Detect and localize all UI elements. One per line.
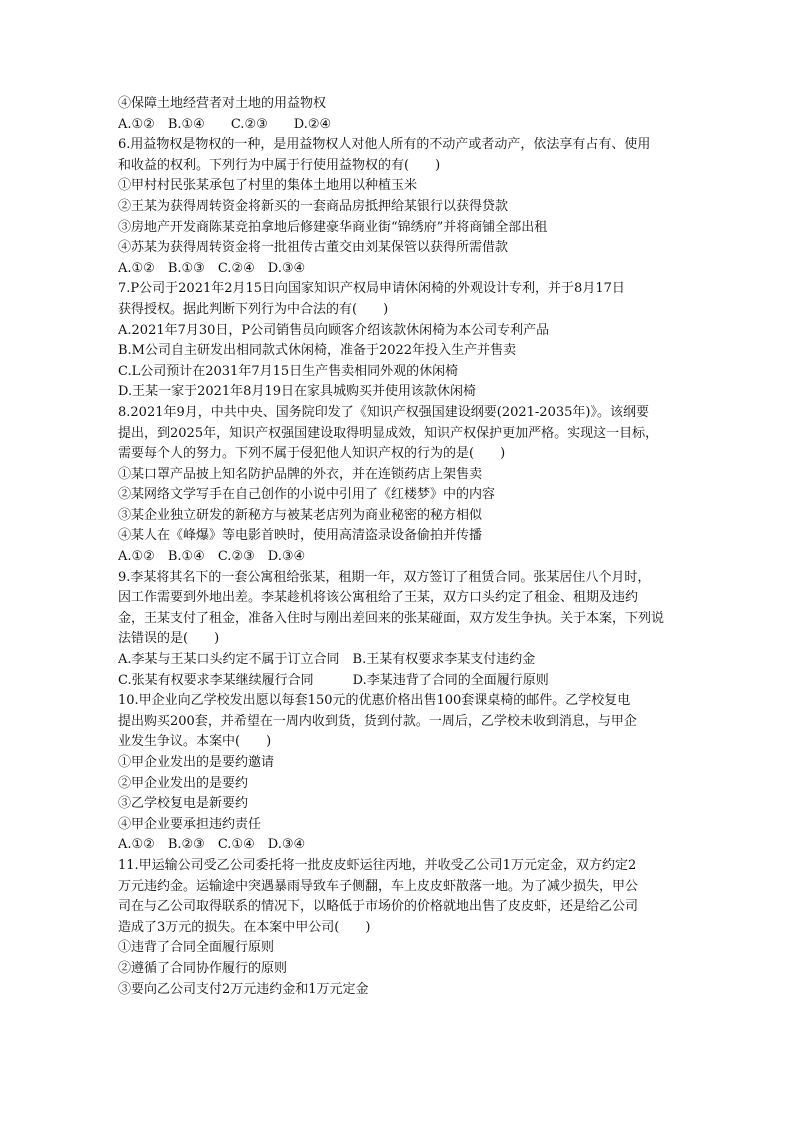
question-9-stem: 9.李某将其名下的一套公寓租给张某，租期一年，双方签订了租赁合同。张某居住八个月时， (118, 569, 651, 585)
question-7-stem: 7.P公司于2021年2月15日向国家知识产权局申请休闲椅的外观设计专利，并于8月17日 (118, 281, 625, 297)
question-11-stem: 11.甲运输公司受乙公司委托将一批皮皮虾运往丙地，并收受乙公司1万元定金，双方约定2 (118, 857, 637, 873)
option-d: D.王某一家于2021年8月19日在家具城购买并使用该款休闲椅 (118, 384, 476, 400)
question-6-stem: 6.用益物权是物权的一种，是用益物权人对他人所有的不动产或者动产，依法享有占有、使用 (118, 137, 651, 153)
statement-item: ①违背了合同全面履行原则 (118, 940, 275, 956)
question-10-stem: 业发生争议。本案中( ) (118, 734, 272, 750)
question-6-stem: 和收益的权利。下列行为中属于行使用益物权的有( ) (118, 157, 441, 173)
question-8-stem: 提出，到2025年，知识产权强国建设取得明显成效，知识产权保护更加严格。实现这一目标， (118, 425, 659, 441)
question-11-stem: 万元违约金。运输途中突遇暴雨导致车子侧翻，车上皮皮虾散落一地。为了减少损失，甲公 (118, 878, 639, 894)
question-11-stem: 造成了3万元的损失。在本案中甲公司( ) (118, 919, 371, 935)
question-7-stem: 获得授权。据此判断下列行为中合法的有( ) (118, 301, 389, 317)
question-9-stem: 金，王某支付了租金，准备入住时与刚出差回来的张某碰面，双方发生争执。关于本案，下列说 (118, 610, 665, 626)
question-11-stem: 司在与乙公司取得联系的情况下，以略低于市场价的价格就地出售了皮皮虾，还是给乙公司 (118, 899, 639, 915)
statement-item: ③要向乙公司支付2万元违约金和1万元定金 (118, 981, 369, 997)
statement-item: ③房地产开发商陈某竞拍拿地后修建豪华商业街“锦绣府”并将商铺全部出租 (118, 219, 548, 235)
statement-item: ④甲企业要承担违约责任 (118, 816, 262, 832)
statement-item: ③某企业独立研发的新秘方与被某老店列为商业秘密的秘方相似 (118, 507, 483, 523)
option-b: B.M公司自主研发出相同款式休闲椅，准备于2022年投入生产并售卖 (118, 343, 517, 359)
option-a: A.2021年7月30日，P公司销售员向顾客介绍该款休闲椅为本公司专利产品 (118, 322, 550, 338)
statement-item: ②某网络文学写手在自己创作的小说中引用了《红楼梦》中的内容 (118, 487, 496, 503)
question-10-stem: 10.甲企业向乙学校发出愿以每套150元的优惠价格出售100套课桌椅的邮件。乙学校复电 (118, 693, 631, 709)
options-a-b: A.李某与王某口头约定不属于订立合同 B.王某有权要求李某支付违约金 (118, 652, 536, 668)
answer-options: A.①② B.②③ C.①④ D.③④ (118, 837, 306, 853)
statement-item: ①甲企业发出的是要约邀请 (118, 755, 275, 770)
question-9-stem: 法错误的是( ) (118, 631, 220, 647)
document-page (118, 94, 678, 1000)
statement-item: ④某人在《峰爆》等电影首映时，使用高清盗录设备偷拍并传播 (118, 528, 483, 544)
answer-options: A.①② B.①④ C.②③ D.③④ (118, 549, 306, 565)
statement-item: ③乙学校复电是新要约 (118, 796, 249, 812)
question-8-stem: 需要每个人的努力。下列不属于侵犯他人知识产权的行为的是( ) (118, 446, 506, 462)
statement-item: ②王某为获得周转资金将新买的一套商品房抵押给某银行以获得贷款 (118, 198, 509, 214)
answer-options: A.①② B.①③ C.②④ D.③④ (118, 260, 306, 276)
answer-options: A.①② B.①④ C.②③ D.②④ (118, 116, 332, 132)
text-line: ④保障土地经营者对土地的用益物权 (118, 96, 327, 111)
statement-item: ①某口罩产品披上知名防护品牌的外衣，并在连锁药店上架售卖 (118, 466, 483, 482)
question-10-stem: 提出购买200套，并希望在一周内收到货，货到付款。一周后，乙学校未收到消息，与甲企 (118, 713, 637, 729)
options-c-d: C.张某有权要求李某继续履行合同 D.李某违背了合同的全面履行原则 (118, 672, 549, 688)
statement-item: ④苏某为获得周转资金将一批祖传古董交由刘某保管以获得所需借款 (118, 240, 509, 256)
statement-item: ②甲企业发出的是要约 (118, 775, 249, 791)
option-c: C.L公司预计在2031年7月15日生产售卖相同外观的休闲椅 (118, 363, 459, 379)
question-8-stem: 8.2021年9月，中共中央、国务院印发了《知识产权强国建设纲要(2021-2035年)》。该纲要 (118, 404, 649, 420)
question-9-stem: 因工作需要到外地出差。李某趁机将该公寓租给了王某，双方口头约定了租金、租期及违约 (118, 590, 639, 606)
statement-item: ②遵循了合同协作履行的原则 (118, 960, 288, 976)
statement-item: ①甲村村民张某承包了村里的集体土地用以种植玉米 (118, 178, 418, 194)
